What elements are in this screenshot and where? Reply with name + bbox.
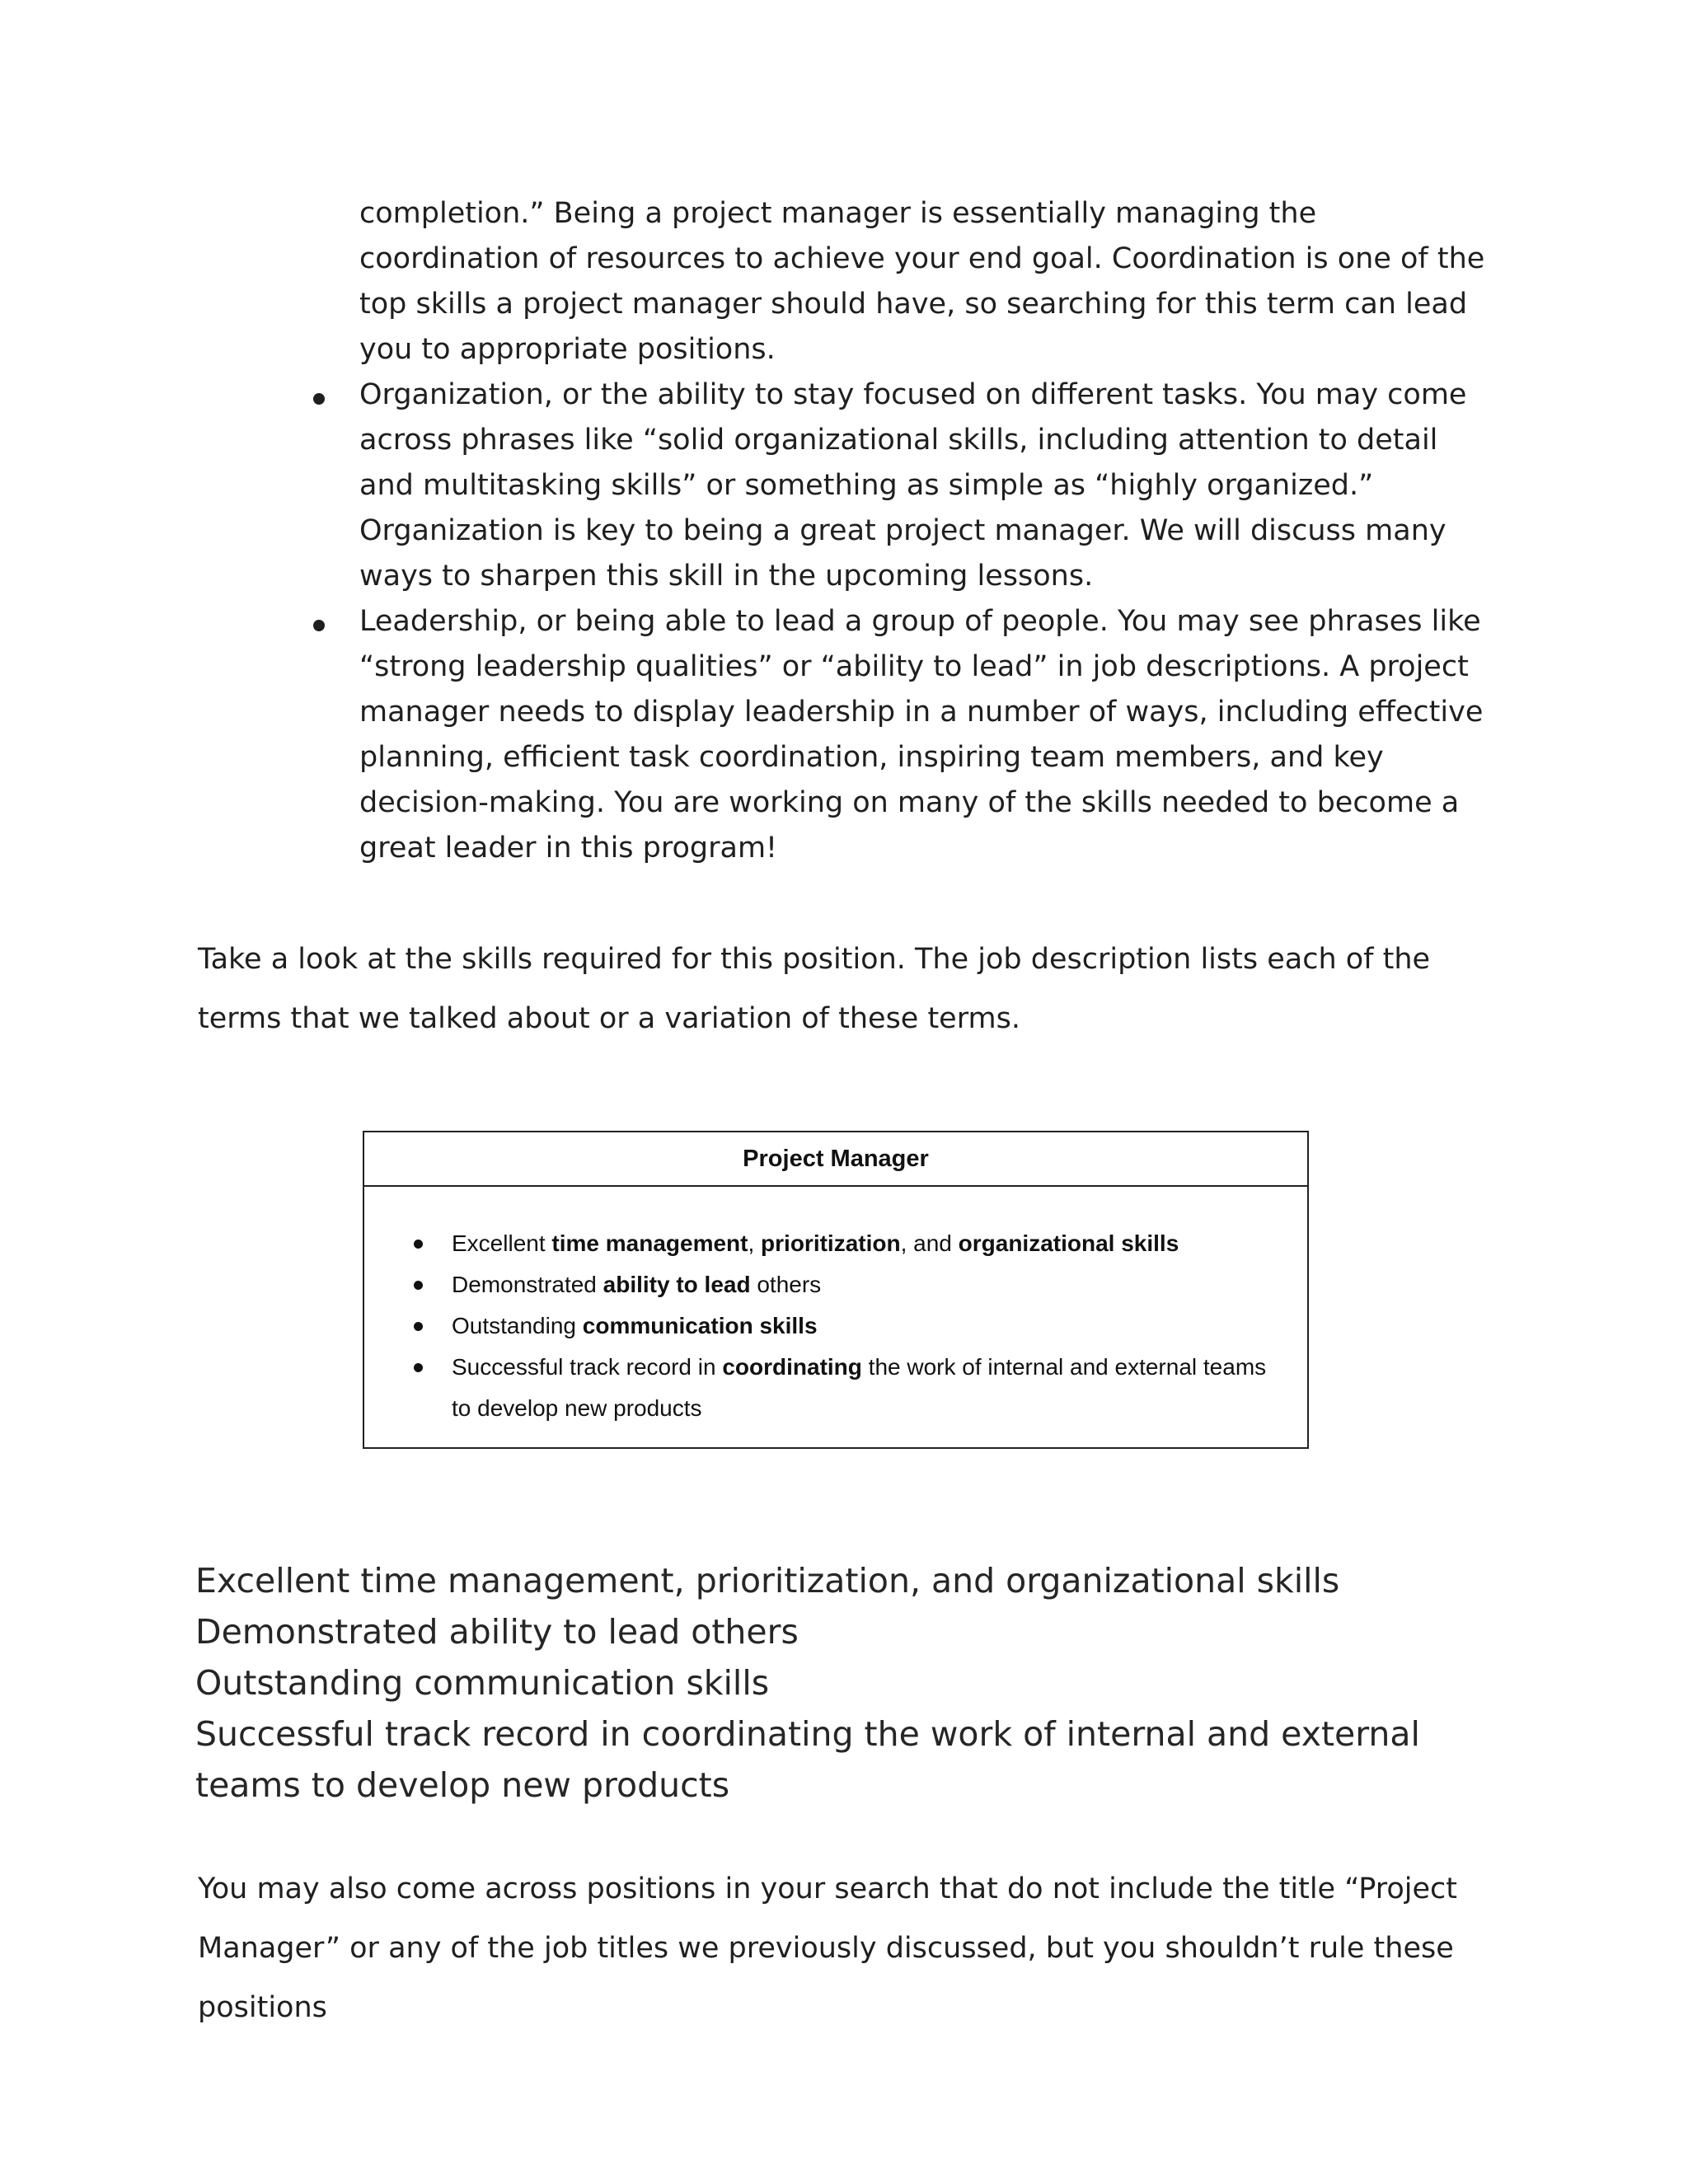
job-requirement-keyword: coordinating [722, 1354, 862, 1380]
skill-line-ability-to-lead: Demonstrated ability to lead others [195, 1612, 799, 1652]
bullet-item-organization [305, 373, 1497, 599]
skill-line-communication: Outstanding communication skills [195, 1663, 770, 1703]
intro-continuation-text: completion.” Being a project manager is essentially managing the coordination of resources to achieve your end goal. Coordination is one of the top skills a project manager should have, so searching for this term can lead you to appropriate positions. [359, 197, 1485, 366]
skill-line-time-management: Excellent time management, prioritization, and organizational skills [195, 1561, 1340, 1601]
job-requirements-list [414, 1223, 1287, 1429]
job-description-box [363, 1131, 1309, 1449]
job-requirement-item [414, 1305, 1287, 1347]
job-requirement-text: , and [900, 1230, 959, 1256]
bullet-icon [414, 1363, 423, 1372]
job-requirement-text: Excellent [452, 1230, 552, 1256]
bullet-item-leadership [305, 599, 1497, 871]
job-requirement-text: , [748, 1230, 762, 1256]
job-requirement-keyword: time management [551, 1230, 748, 1256]
job-requirement-keyword: ability to lead [603, 1272, 751, 1297]
job-requirement-keyword: communication skills [582, 1313, 818, 1338]
job-requirement-item [414, 1223, 1287, 1264]
bullet-icon [414, 1240, 423, 1249]
job-requirement-text: Demonstrated [452, 1272, 603, 1297]
job-requirement-text: Successful track record in [452, 1354, 723, 1380]
skills-plain-text [195, 1555, 1514, 1811]
bullet-icon [414, 1322, 423, 1331]
job-requirement-text: others [750, 1272, 822, 1297]
job-requirement-item [414, 1347, 1287, 1429]
bullet-text: Leadership, or being able to lead a group of people. You may see phrases like “strong leadership qualities” or “ability to lead” in job descriptions. A project manager needs to display leadership in a number of ways, including effective planning, efficient task coordination, inspiring team members, and key decision-making. You are working on many of the skills needed to become a great leader in this program! [359, 605, 1484, 865]
skills-intro-paragraph: Take a look at the skills required for this position. The job description lists each of the terms that we talked about or a variation of these terms. [198, 943, 1431, 1035]
job-requirement-keyword: prioritization [761, 1230, 901, 1256]
bullet-icon [313, 393, 325, 405]
job-title: Project Manager [364, 1132, 1307, 1187]
job-requirement-keyword: organizational skills [958, 1230, 1179, 1256]
job-requirement-text: the work of internal and external teams to develop new products [452, 1354, 1267, 1421]
alternate-titles-paragraph: You may also come across positions in your search that do not include the title “Project Manager” or any of the job titles we previously discussed, but you shouldn’t rule these positions [198, 1872, 1458, 2024]
job-requirement-text: Outstanding [452, 1313, 583, 1338]
bullet-icon [414, 1281, 423, 1290]
job-requirement-item [414, 1264, 1287, 1305]
bullet-text: Organization, or the ability to stay focused on different tasks. You may come across phrases like “solid organizational skills, including attention to detail and multitasking skills” or something as simple as “highly organized.” Organization is key to being a great project manager. We will discuss many ways to sharpen this skill in the upcoming lessons. [359, 378, 1467, 593]
skill-bullet-list [305, 373, 1497, 871]
bullet-icon [313, 620, 325, 631]
skill-line-coordinating: Successful track record in coordinating the work of internal and external teams to develop new products [195, 1714, 1420, 1805]
